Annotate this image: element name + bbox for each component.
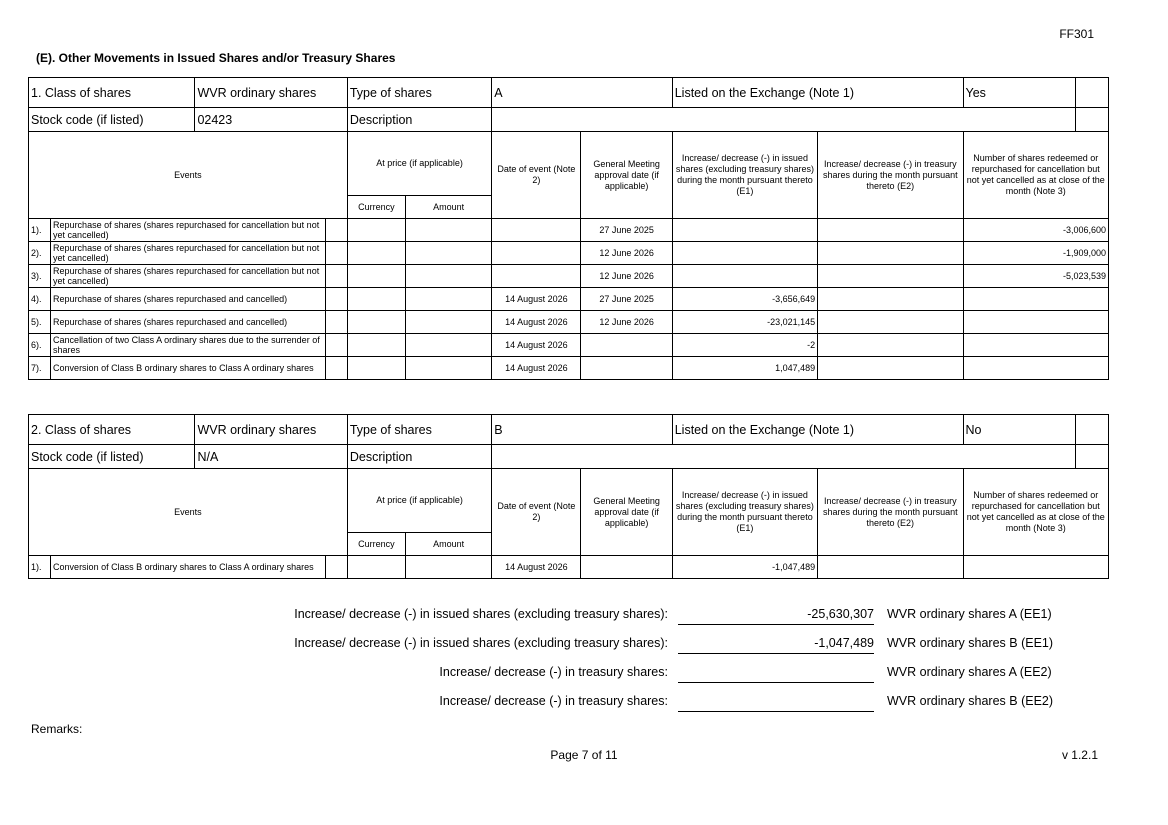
amount-cell bbox=[406, 242, 492, 265]
e1-header: Increase/ decrease (-) in issued shares (excluding treasury shares) during the month pursuant thereto (E1) bbox=[672, 132, 817, 219]
blank-cell bbox=[325, 265, 347, 288]
note3-value bbox=[963, 334, 1108, 357]
event-date bbox=[492, 242, 581, 265]
e2-value bbox=[818, 242, 963, 265]
event-date bbox=[492, 219, 581, 242]
currency-cell bbox=[347, 556, 405, 579]
summary-value: -25,630,307 bbox=[678, 607, 874, 625]
e2-value bbox=[818, 556, 963, 579]
stock-code-value: N/A bbox=[195, 445, 347, 469]
amount-cell bbox=[406, 219, 492, 242]
note3-value: -3,006,600 bbox=[963, 219, 1108, 242]
event-description: Conversion of Class B ordinary shares to Class A ordinary shares bbox=[51, 357, 326, 380]
row-number: 6). bbox=[29, 334, 51, 357]
shares-table-b bbox=[28, 414, 1109, 579]
class-value: WVR ordinary shares bbox=[195, 415, 347, 445]
description-value bbox=[492, 108, 1076, 132]
amount-header: Amount bbox=[406, 196, 492, 219]
event-description: Conversion of Class B ordinary shares to Class A ordinary shares bbox=[51, 556, 326, 579]
amount-cell bbox=[406, 288, 492, 311]
note3-value: -1,909,000 bbox=[963, 242, 1108, 265]
version-label: v 1.2.1 bbox=[1061, 748, 1098, 762]
gm-approval-date: 12 June 2026 bbox=[581, 311, 672, 334]
amount-cell bbox=[406, 265, 492, 288]
currency-cell bbox=[347, 288, 405, 311]
note3-header: Number of shares redeemed or repurchased for cancellation but not yet cancelled as at close of the month (Note 3) bbox=[963, 132, 1108, 219]
table-row bbox=[29, 219, 1109, 242]
e1-value: -23,021,145 bbox=[672, 311, 817, 334]
event-date: 14 August 2026 bbox=[492, 311, 581, 334]
gm-approval-date: 12 June 2026 bbox=[581, 265, 672, 288]
event-description: Repurchase of shares (shares repurchased and cancelled) bbox=[51, 311, 326, 334]
table-row bbox=[29, 334, 1109, 357]
summary-value bbox=[678, 665, 874, 683]
listed-value: Yes bbox=[963, 78, 1075, 108]
table-row bbox=[29, 357, 1109, 380]
e2-value bbox=[818, 288, 963, 311]
e1-value bbox=[672, 242, 817, 265]
gm-approval-date: 27 June 2025 bbox=[581, 288, 672, 311]
table-row bbox=[29, 242, 1109, 265]
currency-header: Currency bbox=[347, 196, 405, 219]
currency-cell bbox=[347, 219, 405, 242]
currency-cell bbox=[347, 242, 405, 265]
e2-value bbox=[818, 334, 963, 357]
gm-approval-date bbox=[581, 357, 672, 380]
e2-value bbox=[818, 265, 963, 288]
blank-cell bbox=[325, 219, 347, 242]
note3-value: -5,023,539 bbox=[963, 265, 1108, 288]
e1-value: -1,047,489 bbox=[672, 556, 817, 579]
row-number: 3). bbox=[29, 265, 51, 288]
currency-cell bbox=[347, 334, 405, 357]
amount-cell bbox=[406, 311, 492, 334]
shares-table-a bbox=[28, 77, 1109, 380]
summary-label: Increase/ decrease (-) in issued shares (excluding treasury shares): bbox=[294, 636, 668, 650]
events-header: Events bbox=[29, 132, 348, 219]
row-number: 4). bbox=[29, 288, 51, 311]
row-number: 5). bbox=[29, 311, 51, 334]
e1-value: 1,047,489 bbox=[672, 357, 817, 380]
event-date bbox=[492, 265, 581, 288]
event-description: Repurchase of shares (shares repurchased for cancellation but not yet cancelled) bbox=[51, 265, 326, 288]
date-header: Date of event (Note 2) bbox=[492, 469, 581, 556]
amount-cell bbox=[406, 334, 492, 357]
amount-cell bbox=[406, 556, 492, 579]
gm-header: General Meeting approval date (if applicable) bbox=[581, 469, 672, 556]
summary-unit: WVR ordinary shares B (EE1) bbox=[887, 636, 1054, 650]
note3-value bbox=[963, 556, 1109, 579]
event-date: 14 August 2026 bbox=[492, 556, 581, 579]
currency-cell bbox=[347, 265, 405, 288]
table-row bbox=[29, 265, 1109, 288]
listed-label: Listed on the Exchange (Note 1) bbox=[672, 415, 963, 445]
e1-header: Increase/ decrease (-) in issued shares (excluding treasury shares) during the month pursuant thereto (E1) bbox=[672, 469, 817, 556]
blank-cell bbox=[1075, 108, 1108, 132]
e1-value bbox=[672, 265, 817, 288]
description-label: Description bbox=[347, 108, 491, 132]
e2-value bbox=[818, 219, 963, 242]
note3-value bbox=[963, 288, 1108, 311]
table-row bbox=[29, 556, 1109, 579]
class-label: 1. Class of shares bbox=[29, 78, 195, 108]
e2-header: Increase/ decrease (-) in treasury shares during the month pursuant thereto (E2) bbox=[818, 469, 963, 556]
gm-approval-date bbox=[581, 334, 672, 357]
page-number: Page 7 of 11 bbox=[550, 748, 618, 762]
summary-unit: WVR ordinary shares A (EE2) bbox=[887, 665, 1052, 679]
blank-cell bbox=[325, 556, 347, 579]
summary-label: Increase/ decrease (-) in treasury shares: bbox=[439, 694, 668, 708]
blank-cell bbox=[325, 242, 347, 265]
event-description: Repurchase of shares (shares repurchased for cancellation but not yet cancelled) bbox=[51, 219, 326, 242]
e2-value bbox=[818, 311, 963, 334]
form-code: FF301 bbox=[1059, 27, 1094, 41]
type-label: Type of shares bbox=[347, 415, 491, 445]
e2-header: Increase/ decrease (-) in treasury shares during the month pursuant thereto (E2) bbox=[818, 132, 963, 219]
description-label: Description bbox=[347, 445, 491, 469]
table-row bbox=[29, 311, 1109, 334]
class-value: WVR ordinary shares bbox=[195, 78, 347, 108]
event-description: Repurchase of shares (shares repurchased for cancellation but not yet cancelled) bbox=[51, 242, 326, 265]
blank-cell bbox=[1075, 415, 1108, 445]
row-number: 7). bbox=[29, 357, 51, 380]
e1-value: -2 bbox=[672, 334, 817, 357]
row-number: 1). bbox=[29, 219, 51, 242]
listed-value: No bbox=[963, 415, 1075, 445]
at-price-header: At price (if applicable) bbox=[347, 132, 491, 196]
class-label: 2. Class of shares bbox=[29, 415, 195, 445]
blank-cell bbox=[325, 334, 347, 357]
remarks-label: Remarks: bbox=[31, 722, 83, 736]
stock-code-value: 02423 bbox=[195, 108, 347, 132]
currency-cell bbox=[347, 311, 405, 334]
gm-approval-date bbox=[581, 556, 672, 579]
date-header: Date of event (Note 2) bbox=[492, 132, 581, 219]
table-row bbox=[29, 288, 1109, 311]
type-value: B bbox=[492, 415, 672, 445]
currency-cell bbox=[347, 357, 405, 380]
stock-code-label: Stock code (if listed) bbox=[29, 445, 195, 469]
at-price-header: At price (if applicable) bbox=[347, 469, 491, 533]
e2-value bbox=[818, 357, 963, 380]
blank-cell bbox=[325, 357, 347, 380]
blank-cell bbox=[1075, 78, 1108, 108]
summary-unit: WVR ordinary shares A (EE1) bbox=[887, 607, 1052, 621]
type-label: Type of shares bbox=[347, 78, 491, 108]
summary-label: Increase/ decrease (-) in treasury shares: bbox=[439, 665, 668, 679]
note3-value bbox=[963, 357, 1108, 380]
summary-value: -1,047,489 bbox=[678, 636, 874, 654]
gm-approval-date: 27 June 2025 bbox=[581, 219, 672, 242]
currency-header: Currency bbox=[347, 533, 405, 556]
amount-cell bbox=[406, 357, 492, 380]
event-date: 14 August 2026 bbox=[492, 288, 581, 311]
row-number: 2). bbox=[29, 242, 51, 265]
section-title: (E). Other Movements in Issued Shares and/or Treasury Shares bbox=[36, 51, 396, 65]
gm-approval-date: 12 June 2026 bbox=[581, 242, 672, 265]
event-description: Repurchase of shares (shares repurchased and cancelled) bbox=[51, 288, 326, 311]
stock-code-label: Stock code (if listed) bbox=[29, 108, 195, 132]
note3-header: Number of shares redeemed or repurchased for cancellation but not yet cancelled as at close of the month (Note 3) bbox=[963, 469, 1109, 556]
event-date: 14 August 2026 bbox=[492, 334, 581, 357]
row-number: 1). bbox=[29, 556, 51, 579]
blank-cell bbox=[325, 311, 347, 334]
event-description: Cancellation of two Class A ordinary shares due to the surrender of shares bbox=[51, 334, 326, 357]
summary-value bbox=[678, 694, 874, 712]
e1-value bbox=[672, 219, 817, 242]
events-header: Events bbox=[29, 469, 348, 556]
note3-value bbox=[963, 311, 1108, 334]
blank-cell bbox=[1075, 445, 1108, 469]
amount-header: Amount bbox=[406, 533, 492, 556]
event-date: 14 August 2026 bbox=[492, 357, 581, 380]
description-value bbox=[492, 445, 1076, 469]
listed-label: Listed on the Exchange (Note 1) bbox=[672, 78, 963, 108]
blank-cell bbox=[325, 288, 347, 311]
gm-header: General Meeting approval date (if applicable) bbox=[581, 132, 672, 219]
summary-unit: WVR ordinary shares B (EE2) bbox=[887, 694, 1054, 708]
summary-label: Increase/ decrease (-) in issued shares (excluding treasury shares): bbox=[294, 607, 668, 621]
type-value: A bbox=[492, 78, 672, 108]
e1-value: -3,656,649 bbox=[672, 288, 817, 311]
